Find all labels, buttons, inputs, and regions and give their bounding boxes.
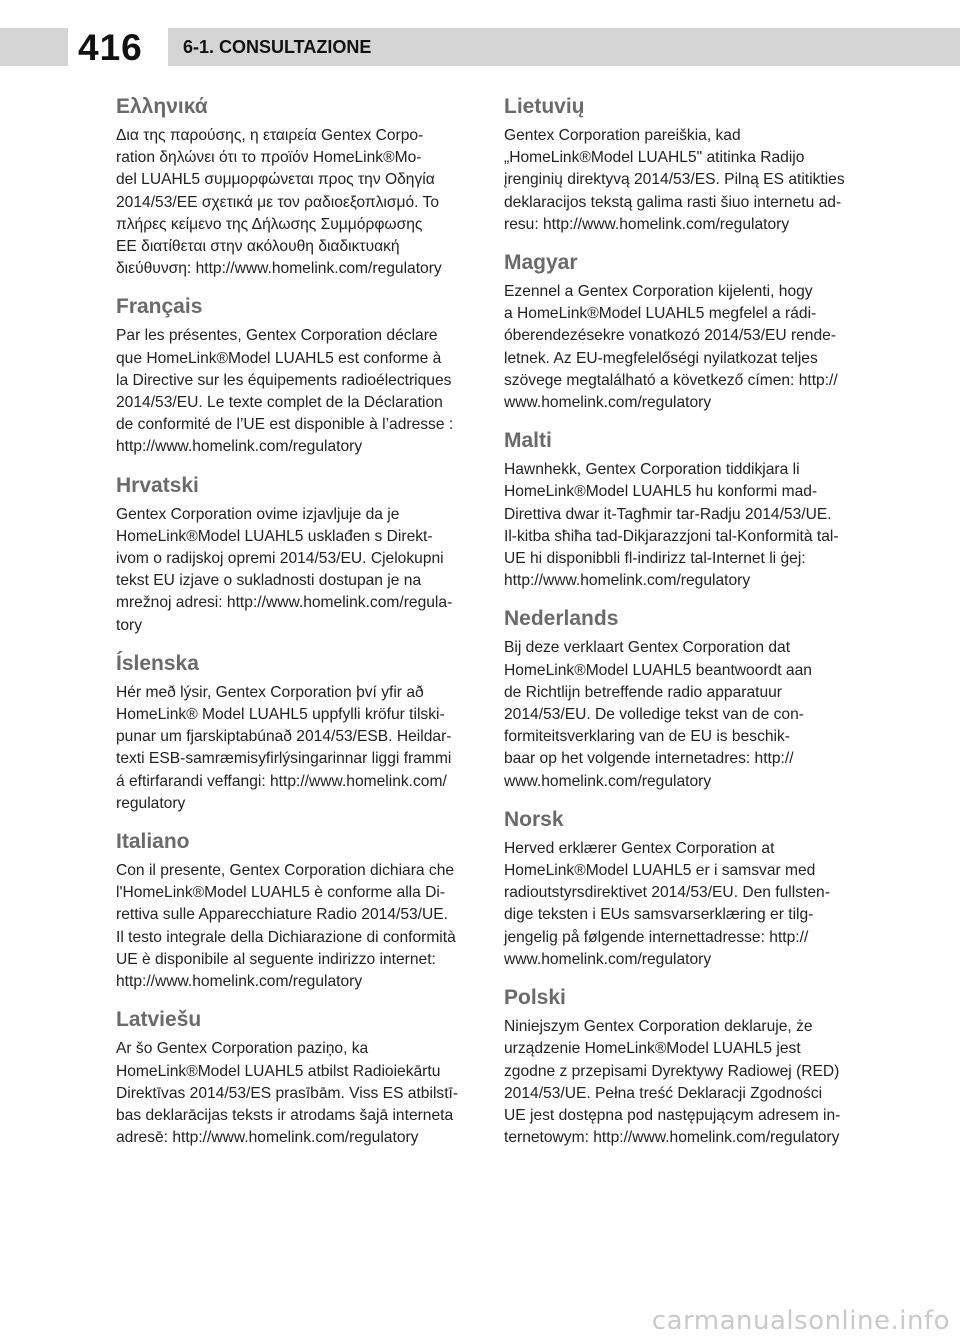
- body-line: Par les présentes, Gentex Corporation déclare: [116, 327, 438, 345]
- body-line: www.homelink.com/regulatory: [504, 394, 712, 412]
- body-line: Herved erklærer Gentex Corporation at: [504, 839, 775, 857]
- body-line: HomeLink®Model LUAHL5 hu konformi mad-: [504, 483, 818, 501]
- body-line: Ar šo Gentex Corporation paziņo, ka: [116, 1040, 369, 1058]
- chapter-title: 6-1. CONSULTAZIONE: [183, 37, 372, 57]
- section-heading: Íslenska: [116, 651, 199, 675]
- body-line: texti ESB-samræmisyfirlýsingarinnar liggi frammi: [116, 750, 452, 768]
- language-section: [116, 829, 468, 993]
- body-line: resu: http://www.homelink.com/regulatory: [504, 215, 790, 233]
- body-line: http://www.homelink.com/regulatory: [504, 572, 751, 590]
- language-section: [116, 473, 468, 637]
- body-line: a HomeLink®Model LUAHL5 megfelel a rádi-: [504, 305, 817, 323]
- body-line: Niniejszym Gentex Corporation deklaruje, że: [504, 1018, 813, 1036]
- body-line: punar um fjarskiptabúnað 2014/53/ESB. Heildar-: [116, 728, 452, 746]
- section-body: [116, 504, 468, 637]
- body-line: 2014/53/UE. Pełna treść Deklaracji Zgodności: [504, 1084, 823, 1102]
- body-line: ivom o radijskoj opremi 2014/53/EU. Cjelokupni: [116, 550, 444, 568]
- section-heading: Malti: [504, 429, 552, 453]
- language-section: [504, 807, 856, 971]
- language-section: [504, 428, 856, 592]
- section-heading: Ελληνικά: [116, 95, 208, 118]
- language-section: [504, 985, 856, 1149]
- body-line: Con il presente, Gentex Corporation dichiara che: [116, 862, 455, 880]
- section-heading: Hrvatski: [116, 473, 199, 497]
- body-line: rettiva sulle Apparecchiature Radio 2014/53/UE.: [116, 906, 448, 924]
- body-line: baar op het volgende internetadres: http://: [504, 750, 794, 768]
- section-heading: Français: [116, 295, 203, 319]
- body-line: HomeLink®Model LUAHL5 atbilst Radioiekārtu: [116, 1062, 441, 1080]
- body-line: „HomeLink®Model LUAHL5" atitinka Radijo: [504, 149, 805, 167]
- body-line: á eftirfarandi veffangi: http://www.homelink.com/: [116, 772, 447, 790]
- section-heading: Norsk: [504, 807, 564, 831]
- body-line: óberendezésekre vonatkozó 2014/53/EU rende-: [504, 327, 837, 345]
- body-line: Bij deze verklaart Gentex Corporation dat: [504, 639, 791, 657]
- section-body: [504, 1016, 856, 1149]
- body-line: ration δηλώνει ότι το προϊόν HomeLink®Mo-: [116, 149, 422, 167]
- body-line: ΕΕ διατίθεται στην ακόλουθη διαδικτυακή: [116, 238, 400, 256]
- body-line: l'HomeLink®Model LUAHL5 è conforme alla Di-: [116, 884, 446, 902]
- body-line: www.homelink.com/regulatory: [504, 950, 712, 968]
- section-heading: Italiano: [116, 830, 190, 854]
- body-line: Gentex Corporation ovime izjavljuje da je: [116, 505, 400, 523]
- section-body: [504, 838, 856, 971]
- body-line: įrenginių direktyvą 2014/53/ES. Pilną ES atitikties: [504, 171, 845, 189]
- body-line: dige teksten i EUs samsvarserklæring er tilg-: [504, 906, 814, 924]
- section-body: [116, 125, 468, 280]
- body-line: letnek. Az EU-megfelelőségi nyilatkozat teljes: [504, 349, 818, 367]
- body-line: HomeLink®Model LUAHL5 beantwoordt aan: [504, 661, 812, 679]
- right-column: [504, 94, 856, 1163]
- language-section: [504, 94, 856, 236]
- body-line: tory: [116, 616, 142, 634]
- left-column: [116, 94, 468, 1163]
- body-line: deklaracijos tekstą galima rasti šiuo internetu ad-: [504, 193, 842, 211]
- body-line: Direktīvas 2014/53/ES prasībām. Viss ES atbilstī-: [116, 1084, 459, 1102]
- language-section: [504, 250, 856, 414]
- section-heading: Nederlands: [504, 607, 619, 631]
- body-line: http://www.homelink.com/regulatory: [116, 973, 363, 991]
- body-line: 2014/53/ΕΕ σχετικά με τον ραδιοεξοπλισμό. Το: [116, 193, 440, 211]
- section-body: [504, 125, 856, 236]
- body-line: del LUAHL5 συμμορφώνεται προς την Οδηγία: [116, 171, 435, 189]
- section-heading: Lietuvių: [504, 95, 585, 118]
- section-body: [116, 325, 468, 458]
- body-line: urządzenie HomeLink®Model LUAHL5 jest: [504, 1040, 801, 1058]
- body-line: Δια της παρούσης, η εταιρεία Gentex Corpo-: [116, 127, 424, 144]
- language-section: [116, 94, 468, 280]
- body-line: Direttiva dwar it-Tagħmir tar-Radju 2014/53/UE.: [504, 505, 832, 523]
- body-line: Il-kitba sħiħa tad-Dikjarazzjoni tal-Konformità tal-: [504, 527, 839, 545]
- body-line: Gentex Corporation pareiškia, kad: [504, 127, 741, 144]
- chapter-header-bar: [0, 28, 960, 66]
- body-line: 2014/53/EU. De volledige tekst van de con-: [504, 706, 804, 724]
- body-line: UE jest dostępna pod następującym adresem in-: [504, 1106, 841, 1124]
- page-number: 416: [78, 27, 143, 68]
- body-line: UE è disponibile al seguente indirizzo internet:: [116, 950, 436, 968]
- body-line: Hér með lýsir, Gentex Corporation því yfir að: [116, 683, 424, 701]
- section-body: [504, 637, 856, 792]
- body-line: mrežnoj adresi: http://www.homelink.com/regula-: [116, 594, 453, 612]
- body-line: πλήρες κείμενο της Δήλωσης Συμμόρφωσης: [116, 215, 423, 233]
- section-heading: Polski: [504, 986, 566, 1010]
- body-line: formiteitsverklaring van de EU is beschik-: [504, 728, 790, 746]
- body-line: adresē: http://www.homelink.com/regulatory: [116, 1129, 419, 1147]
- watermark-text: carmanualsonline.info: [651, 1306, 950, 1336]
- body-line: www.homelink.com/regulatory: [504, 772, 712, 790]
- body-line: διεύθυνση: http://www.homelink.com/regulatory: [116, 260, 442, 278]
- body-line: Il testo integrale della Dichiarazione di conformità: [116, 928, 456, 946]
- body-line: que HomeLink®Model LUAHL5 est conforme à: [116, 349, 442, 367]
- body-line: de Richtlijn betreffende radio apparatuur: [504, 683, 782, 701]
- body-line: jengelig på følgende internettadresse: http://: [504, 928, 809, 946]
- body-line: http://www.homelink.com/regulatory: [116, 438, 363, 456]
- language-section: [116, 294, 468, 458]
- body-line: zgodne z przepisami Dyrektywy Radiowej (RED): [504, 1062, 840, 1080]
- body-line: HomeLink®Model LUAHL5 er i samsvar med: [504, 862, 816, 880]
- section-heading: Latviešu: [116, 1008, 202, 1032]
- body-line: UE hi disponibbli fl-indirizz tal-Internet li ġej:: [504, 550, 806, 568]
- language-section: [116, 651, 468, 815]
- section-heading: Magyar: [504, 251, 578, 275]
- section-body: [504, 281, 856, 414]
- section-body: [504, 459, 856, 592]
- body-line: ternetowym: http://www.homelink.com/regulatory: [504, 1129, 840, 1147]
- body-line: bas deklarācijas teksts ir atrodams šajā interneta: [116, 1106, 454, 1124]
- body-line: HomeLink® Model LUAHL5 uppfylli kröfur tilski-: [116, 706, 445, 724]
- body-line: de conformité de l’UE est disponible à l’adresse :: [116, 416, 454, 434]
- section-body: [116, 860, 468, 993]
- body-line: Hawnhekk, Gentex Corporation tiddikjara li: [504, 461, 800, 479]
- body-line: radioutstyrsdirektivet 2014/53/EU. Den fullsten-: [504, 884, 830, 902]
- body-line: szövege megtalálható a következő címen: http://: [504, 371, 838, 389]
- body-line: regulatory: [116, 794, 186, 812]
- body-line: la Directive sur les équipements radioélectriques: [116, 371, 452, 389]
- language-section: [504, 606, 856, 792]
- body-line: Ezennel a Gentex Corporation kijelenti, hogy: [504, 283, 813, 301]
- body-line: 2014/53/EU. Le texte complet de la Déclaration: [116, 394, 443, 412]
- body-line: HomeLink®Model LUAHL5 usklađen s Direkt-: [116, 527, 433, 545]
- language-section: [116, 1007, 468, 1149]
- section-body: [116, 1038, 468, 1149]
- body-line: tekst EU izjave o sukladnosti dostupan je na: [116, 572, 422, 590]
- section-body: [116, 682, 468, 815]
